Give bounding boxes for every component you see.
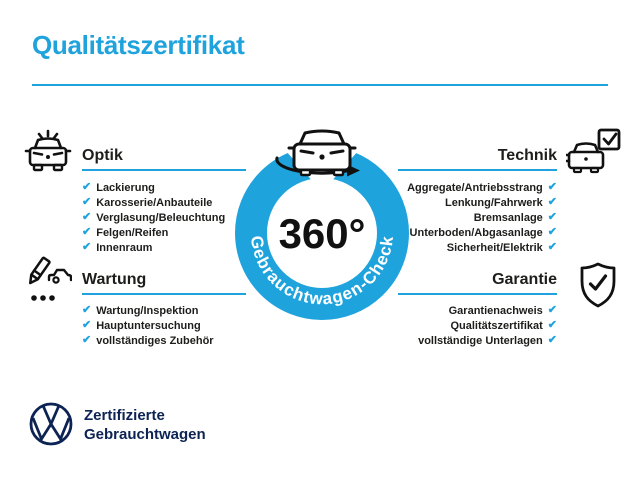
degree-label: 360° <box>278 210 366 257</box>
list-item <box>82 240 225 255</box>
check-icon: ✔ <box>82 211 92 223</box>
item-label: Felgen/Reifen <box>96 226 169 239</box>
check-icon: ✔ <box>547 241 557 253</box>
ring-label: Gebrauchtwagen-Check <box>246 234 398 309</box>
check-icon: ✔ <box>82 319 92 331</box>
check-icon: ✔ <box>82 226 92 238</box>
item-label: Qualitätszertifikat <box>450 319 543 332</box>
check-icon: ✔ <box>82 334 92 346</box>
item-label: Hauptuntersuchung <box>96 319 201 332</box>
check-icon: ✔ <box>547 181 557 193</box>
check-icon: ✔ <box>547 319 557 331</box>
list-item <box>82 318 214 333</box>
list-item <box>82 225 225 240</box>
list-item <box>82 333 214 348</box>
check-icon: ✔ <box>82 241 92 253</box>
check-icon: ✔ <box>82 181 92 193</box>
item-label: vollständiges Zubehör <box>96 334 214 347</box>
check-icon: ✔ <box>547 226 557 238</box>
check-icon: ✔ <box>82 196 92 208</box>
item-label: Sicherheit/Elektrik <box>446 241 543 254</box>
shield-check-icon <box>578 262 618 308</box>
list-item <box>82 210 225 225</box>
list-item <box>82 303 214 318</box>
section-title-technik: Technik <box>497 147 557 164</box>
item-label: vollständige Unterlagen <box>418 334 543 347</box>
section-title-garantie: Garantie <box>492 271 557 288</box>
optik-item-list <box>82 180 225 255</box>
car-shine-icon <box>24 128 72 174</box>
item-label: Unterboden/Abgasanlage <box>409 226 543 239</box>
car-checkbox-icon <box>566 128 622 174</box>
check-icon: ✔ <box>547 211 557 223</box>
item-label: Lenkung/Fahrwerk <box>444 196 543 209</box>
item-label: Verglasung/Beleuchtung <box>96 211 226 224</box>
section-title-wartung: Wartung <box>82 271 147 288</box>
360-check-badge <box>222 128 422 340</box>
item-label: Aggregate/Antriebsstrang <box>407 181 543 194</box>
page-title: Qualitätszertifikat <box>32 30 245 60</box>
item-label: Garantienachweis <box>448 304 543 317</box>
item-label: Innenraum <box>96 241 153 254</box>
item-label: Lackierung <box>96 181 155 194</box>
check-icon: ✔ <box>547 304 557 316</box>
item-label: Karosserie/Anbauteile <box>96 196 213 209</box>
list-item <box>82 180 225 195</box>
wartung-item-list <box>82 303 214 348</box>
footer-line1: Zertifizierte <box>84 407 165 424</box>
footer-brand-text <box>84 406 206 444</box>
header-divider <box>32 84 608 86</box>
vw-logo <box>28 401 74 447</box>
list-item <box>82 195 225 210</box>
check-icon: ✔ <box>547 334 557 346</box>
checklist-pencil-icon <box>24 256 72 304</box>
item-label: Bremsanlage <box>473 211 543 224</box>
section-title-optik: Optik <box>82 147 123 164</box>
check-icon: ✔ <box>547 196 557 208</box>
check-icon: ✔ <box>82 304 92 316</box>
item-label: Wartung/Inspektion <box>96 304 199 317</box>
footer-line2: Gebrauchtwagen <box>84 426 206 443</box>
